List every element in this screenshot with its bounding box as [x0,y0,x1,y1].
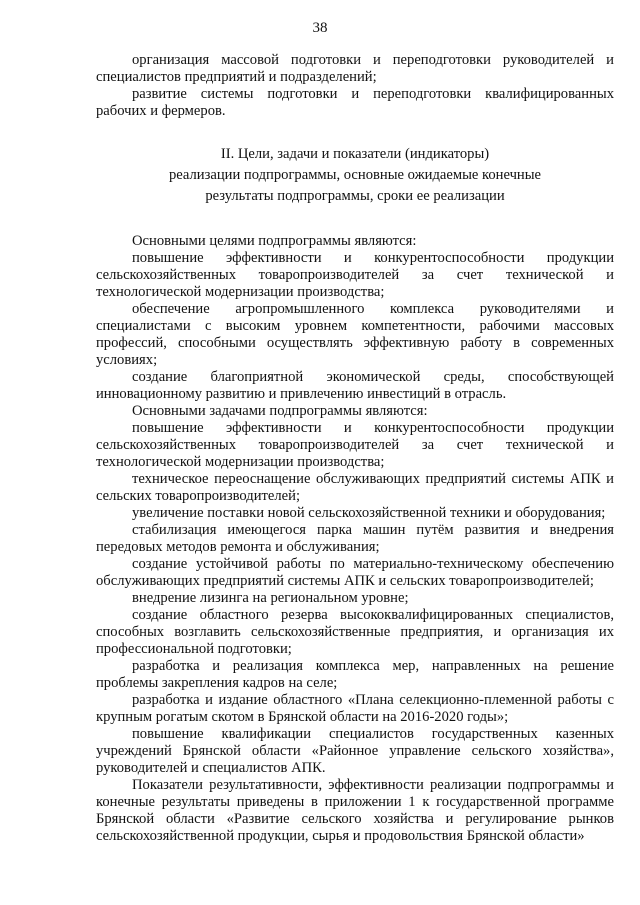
tasks-intro: Основными задачами подпрограммы являются: [132,403,428,419]
document-body [96,52,614,845]
goals-intro: Основными целями подпрограммы являются: [132,233,417,249]
task-item: разработка и издание областного «Плана селекционно-племенной работы с крупным рогатым скотом в Брянской области на 2016-2020 годы»; [96,692,614,725]
task-item: создание устойчивой работы по материально-техническому обеспечению обслуживающих предприятий системы АПК и сельских товаропроизводителей; [96,556,614,589]
section-heading-line: реализации подпрограммы, основные ожидаемые конечные [168,167,542,183]
task-item: создание областного резерва высококвалифицированных специалистов, способных возглавить сельскохозяйственные предприятия, и организация их профессиональной подготовки; [96,607,614,657]
intro-paragraph: развитие системы подготовки и переподготовки квалифицированных рабочих и фермеров. [96,86,614,119]
task-item: техническое переоснащение обслуживающих предприятий системы АПК и сельских товаропроизводителей; [96,471,614,504]
task-item: стабилизация имеющегося парка машин путём развития и внедрения передовых методов ремонта и обслуживания; [96,522,614,555]
goal-item: создание благоприятной экономической среды, способствующей инновационному развитию и привлечению инвестиций в отрасль. [96,369,614,402]
section-heading [96,144,614,207]
closing-paragraph: Показатели результативности, эффективности реализации подпрограммы и конечные результаты приведены в приложении 1 к государственной программе Брянской области «Развитие сельского хозяйства и регулирование рынков сельскохозяйственной продукции, сырья и продовольствия Брянской области» [96,777,614,844]
task-item: разработка и реализация комплекса мер, направленных на решение проблемы закрепления кадров на селе; [96,658,614,691]
intro-paragraph: организация массовой подготовки и переподготовки руководителей и специалистов предприятий и подразделений; [96,52,614,85]
goal-item: повышение эффективности и конкурентоспособности продукции сельскохозяйственных товаропроизводителей за счет технической и технологической модернизации производства; [96,250,614,300]
page-number: 38 [312,20,328,36]
section-heading-line: II. Цели, задачи и показатели (индикаторы) [220,146,490,162]
task-item: внедрение лизинга на региональном уровне; [132,590,409,606]
section-heading-line: результаты подпрограммы, сроки ее реализации [205,188,505,204]
goal-item: обеспечение агропромышленного комплекса руководителями и специалистами с высоким уровнем компетентности, рабочими массовых профессий, способными осуществлять эффективную работу в современных условиях; [96,301,614,368]
task-item: повышение эффективности и конкурентоспособности продукции сельскохозяйственных товаропроизводителей за счет технической и технологической модернизации производства; [96,420,614,470]
task-item: повышение квалификации специалистов государственных казенных учреждений Брянской области «Районное управление сельского хозяйства», руководителей и специалистов АПК. [96,726,614,776]
task-item: увеличение поставки новой сельскохозяйственной техники и оборудования; [132,505,606,521]
